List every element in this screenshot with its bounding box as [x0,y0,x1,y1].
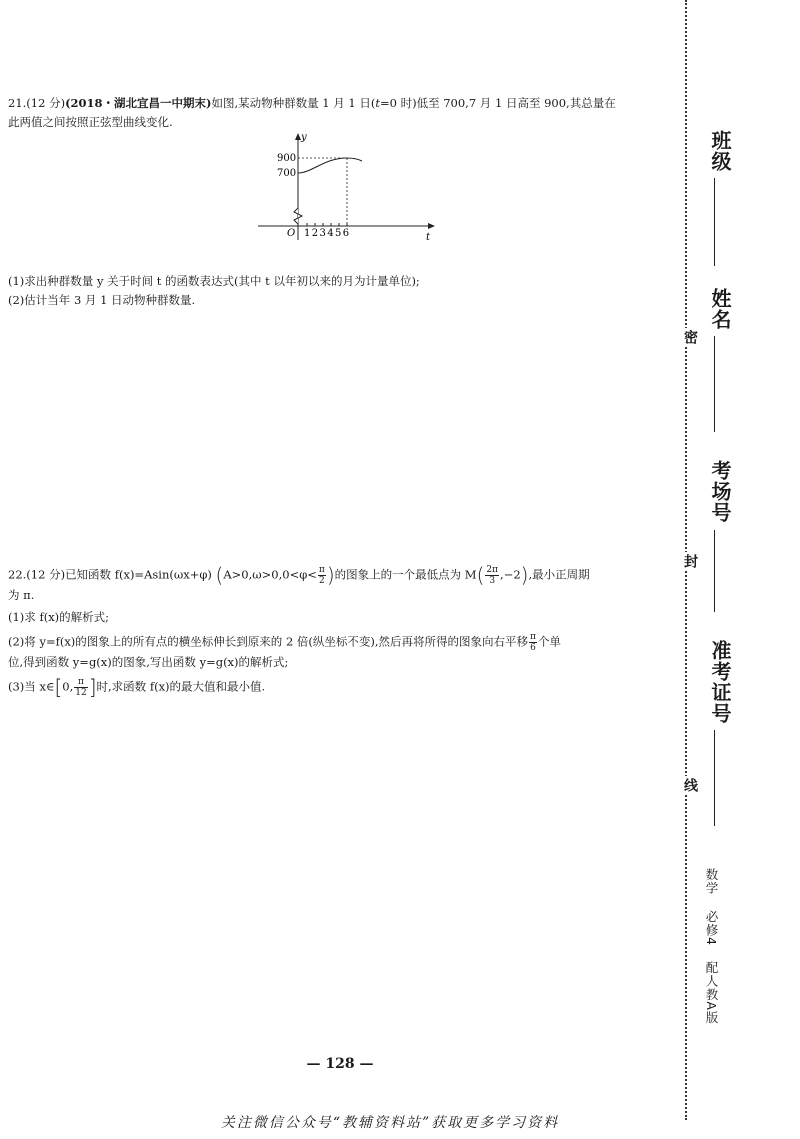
footer-note: 关注微信公众号“教辅资料站”获取更多学习资料 [220,1115,560,1131]
seal-feng: 封 [682,554,698,568]
book-info: 数学 必修4 配人教A版 [704,868,719,1025]
label-admission-number: 准考证号 [708,640,732,724]
population-graph [250,128,440,243]
label-exam-room: 考场号 [708,460,732,523]
graph-y-tick-900: 900 [277,153,297,164]
q22-sub3-b: 时,求函数 f(x)的最大值和最小值. [96,679,266,694]
question-21-subquestions [8,272,420,310]
q22-interval-open-bracket: [ [54,675,63,699]
graph-x-label: t [426,232,431,243]
q22-sub2-frac [529,632,537,653]
admission-fill-line [714,730,715,826]
q21-source: (2018・湖北宜昌一中期末) [65,96,212,110]
q22-sub3-frac-num: π [74,677,87,688]
q22-cond-frac-num: π [318,565,325,575]
q22-number: 22. [8,567,27,582]
q22-stem-c: ,最小正周期 [528,567,590,582]
q21-stem-var: t [375,96,380,110]
label-class: 班级 [708,130,732,172]
q21-score: (12 分) [26,96,66,110]
q22-cond-frac-den: 2 [319,576,325,586]
seal-xian: 线 [682,778,698,792]
graph-sine-curve [298,158,362,173]
q22-sub3-frac [74,677,87,698]
q22-sub1: (1)求 f(x)的解析式; [8,610,110,624]
q22-stem-a: 已知函数 f(x)=Asin(ωx+φ) [65,567,212,582]
label-name: 姓名 [708,288,732,330]
class-fill-line [714,178,715,266]
name-fill-line [714,336,715,432]
page-number: — 128 — [306,1056,374,1072]
q22-cond-close-paren: ) [326,563,335,587]
seal-mi: 密 [682,330,698,344]
q21-sub1: (1)求出种群数量 y 关于时间 t 的函数表达式(其中 t 以年初以来的月为计量单位); [8,274,420,288]
q22-sub2-a: (2)将 y=f(x)的图象上的所有点的横坐标伸长到原来的 2 倍(纵坐标不变),然后再将所得的图象向右平移 [8,634,529,649]
q22-sub3-a: (3)当 x∈ [8,679,55,694]
q22-point-close-paren: ) [520,563,529,587]
q22-point-frac-num: 2π [486,565,499,575]
exam-room-fill-line [714,530,715,612]
q22-cond-open-paren: ( [215,563,224,587]
q22-cond-frac [318,565,326,586]
graph-x-arrow [428,223,435,229]
q22-point-frac-den: 3 [489,576,496,586]
q22-point-y: ,−2 [500,567,521,582]
q22-interval-close-bracket: ] [88,675,97,699]
graph-x-tick-labels: 123456 [304,228,351,239]
q21-sub2: (2)估计当年 3 月 1 日动物种群数量. [8,293,196,307]
q21-stem-part2: =0 时)低至 700,7 月 1 日高至 900,其总量在 [379,96,616,110]
q22-interval-start: 0, [62,679,74,694]
q22-cond: A>0,ω>0,0<φ< [223,567,317,582]
q22-sub2-b: 个单 [537,634,561,649]
question-22 [8,565,668,698]
graph-origin-label: O [287,228,296,239]
q22-point-open-paren: ( [476,563,485,587]
q21-stem-line2: 此两值之间按照正弦型曲线变化. [8,115,173,129]
q22-score: (12 分) [26,567,66,582]
q22-sub2-frac-den: 6 [530,643,536,653]
graph-axis-break [294,208,302,224]
q22-sub3-frac-den: 12 [75,688,87,698]
q21-stem-part1: 如图,某动物种群数量 1 月 1 日( [211,96,376,110]
graph-y-tick-700: 700 [277,168,297,179]
q21-number: 21. [8,96,27,110]
question-21 [8,94,668,132]
q22-stem-line2: 为 π. [8,588,35,602]
graph-y-label: y [301,132,307,143]
q22-stem-b: 的图象上的一个最低点为 M [334,567,477,582]
q22-sub2-line2: 位,得到函数 y=g(x)的图象,写出函数 y=g(x)的解析式; [8,655,289,669]
q22-sub2-frac-num: π [530,632,536,642]
q22-point-frac [485,565,499,586]
